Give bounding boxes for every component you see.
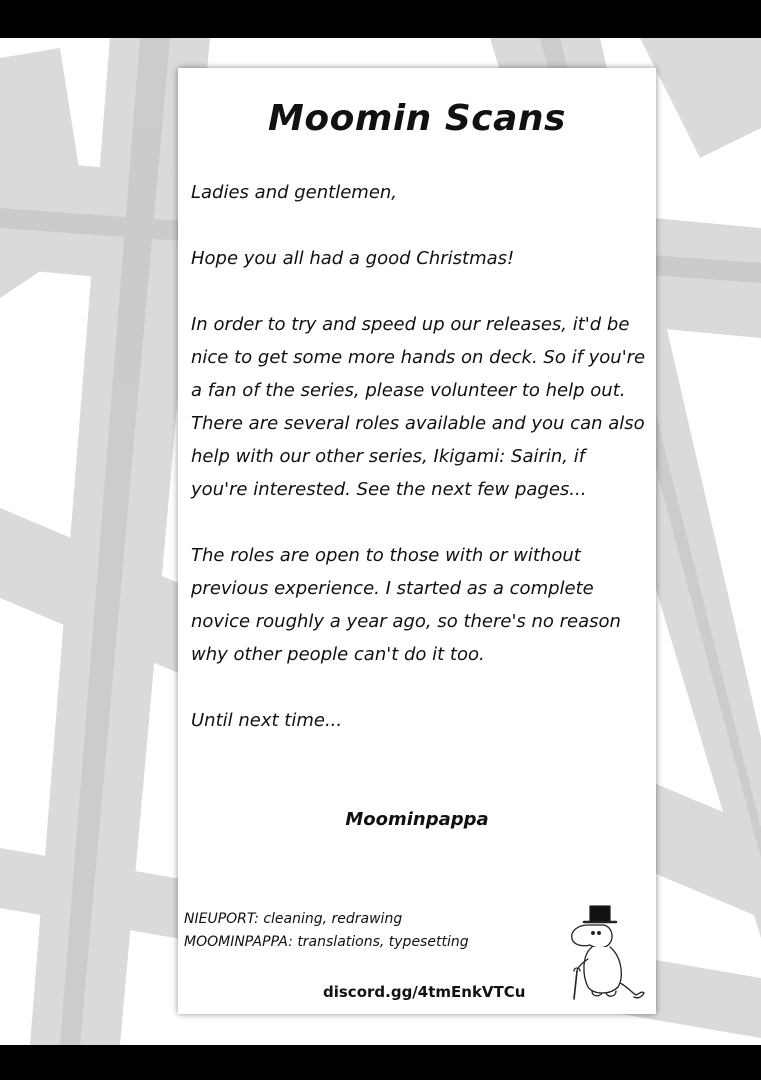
top-border-bar xyxy=(0,0,761,38)
discord-link[interactable]: discord.gg/4tmEnkVTCu xyxy=(323,983,526,1001)
signature: Moominpappa xyxy=(345,809,489,830)
letter-card xyxy=(178,68,656,1014)
credit-item: MOOMINPAPPA: translations, typesetting xyxy=(184,934,469,950)
bottom-border-bar xyxy=(0,1045,761,1080)
credits-list xyxy=(184,908,469,954)
moomin-top-hat-icon xyxy=(566,903,648,1003)
letter-paragraph: The roles are open to those with or without previous experience. I started as a complete novice roughly a year ago, so there's no reason why other people can't do it too. xyxy=(191,545,621,665)
letter-paragraph: In order to try and speed up our releases, it'd be nice to get some more hands on deck. So if you're a fan of the series, please volunteer to help out. There are several roles available and you can also help with our other series, Ikigami: Sairin, if you're interested. See the next few pages... xyxy=(191,314,646,500)
letter-paragraph: Hope you all had a good Christmas! xyxy=(191,248,515,269)
credit-item: NIEUPORT: cleaning, redrawing xyxy=(184,911,403,927)
letter-body xyxy=(191,176,646,770)
letter-closing: Until next time... xyxy=(191,710,343,731)
page-title: Moomin Scans xyxy=(268,98,566,139)
letter-greeting: Ladies and gentlemen, xyxy=(191,182,398,203)
